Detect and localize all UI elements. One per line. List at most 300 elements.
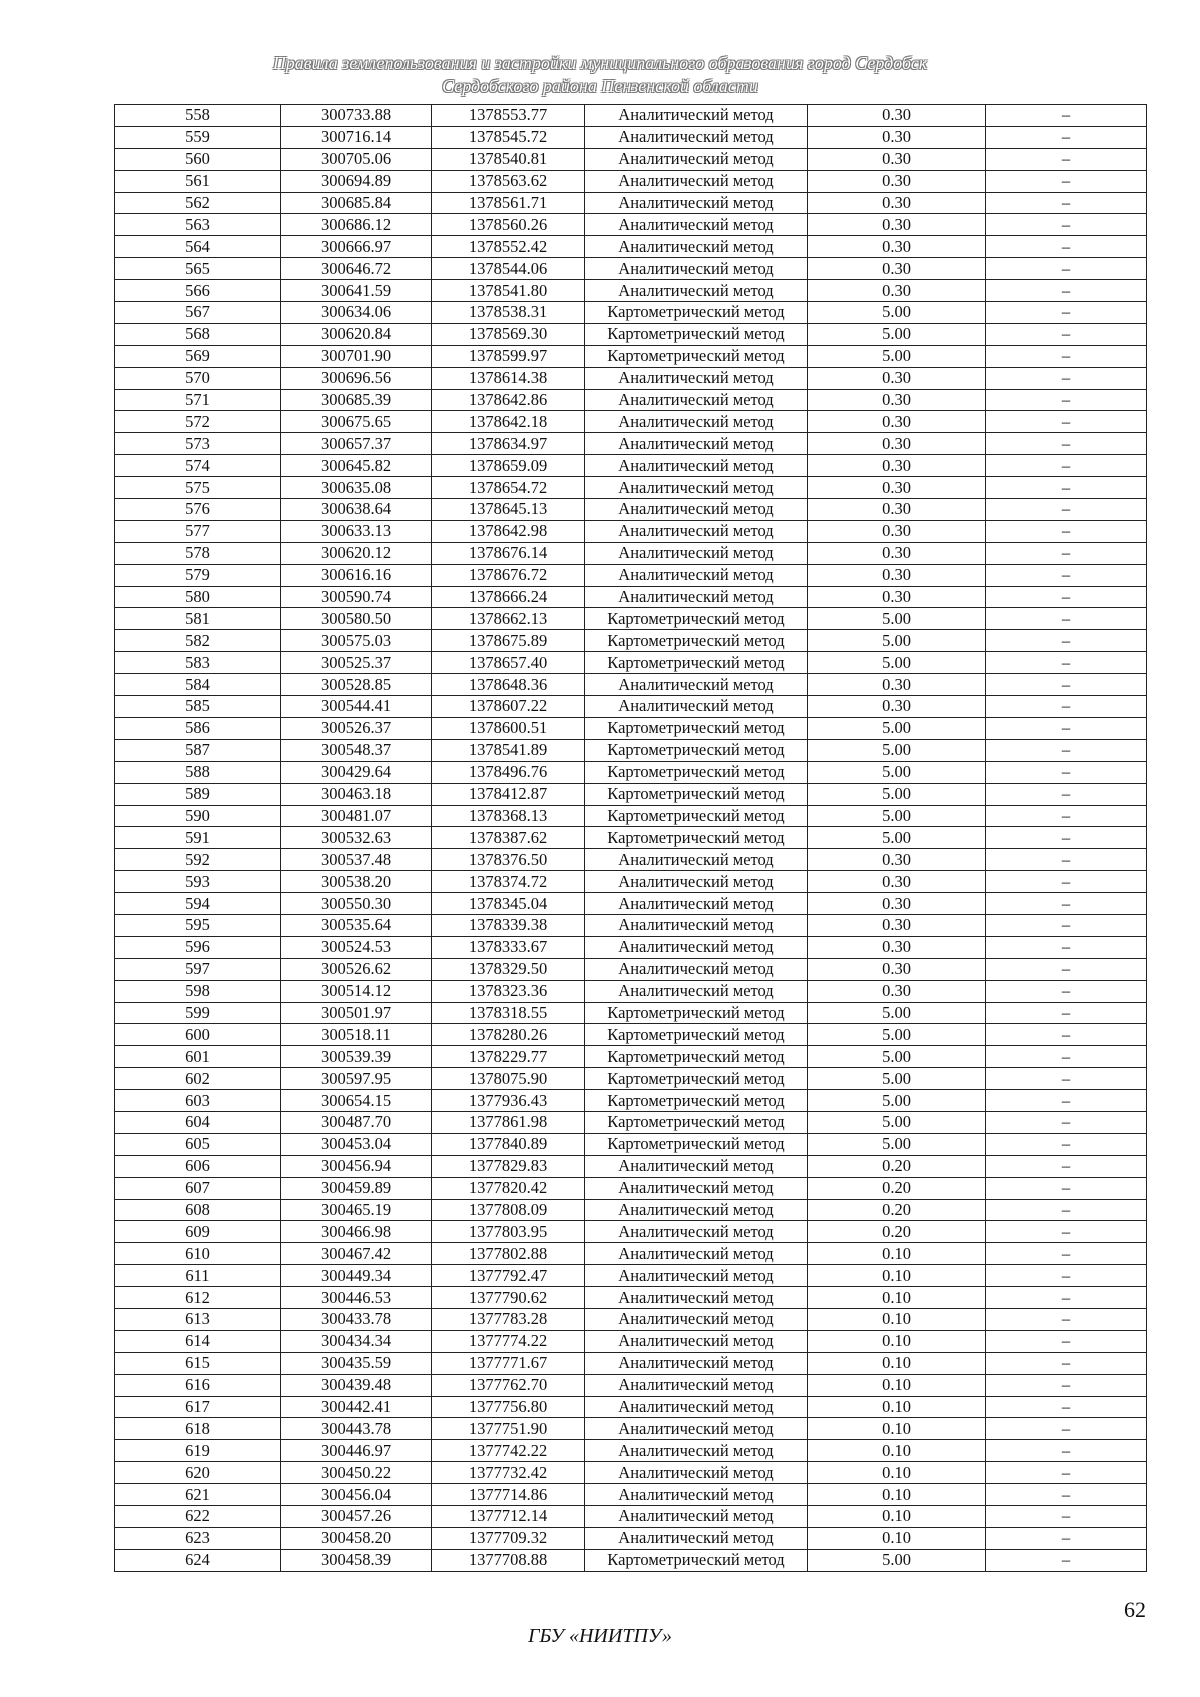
y-coordinate-cell: 1378544.06 [432,258,585,280]
point-number-cell: 618 [115,1418,281,1440]
note-cell: – [986,499,1147,521]
note-cell: – [986,520,1147,542]
note-cell: – [986,1527,1147,1549]
point-number-cell: 611 [115,1265,281,1287]
x-coordinate-cell: 300467.42 [281,1243,432,1265]
x-coordinate-cell: 300446.97 [281,1440,432,1462]
note-cell: – [986,455,1147,477]
x-coordinate-cell: 300635.08 [281,477,432,499]
y-coordinate-cell: 1378662.13 [432,608,585,630]
y-coordinate-cell: 1378645.13 [432,499,585,521]
method-cell: Аналитический метод [585,280,808,302]
method-cell: Аналитический метод [585,1374,808,1396]
x-coordinate-cell: 300518.11 [281,1024,432,1046]
point-number-cell: 581 [115,608,281,630]
point-number-cell: 589 [115,783,281,805]
accuracy-cell: 5.00 [808,805,986,827]
y-coordinate-cell: 1378538.31 [432,302,585,324]
point-number-cell: 576 [115,499,281,521]
y-coordinate-cell: 1377742.22 [432,1440,585,1462]
accuracy-cell: 0.30 [808,499,986,521]
table-row [115,1111,1147,1133]
point-number-cell: 610 [115,1243,281,1265]
page-footer: ГБУ «НИИТПУ» [528,1625,672,1647]
point-number-cell: 562 [115,192,281,214]
y-coordinate-cell: 1378607.22 [432,696,585,718]
note-cell: – [986,1068,1147,1090]
table-row [115,608,1147,630]
note-cell: – [986,542,1147,564]
accuracy-cell: 0.10 [808,1330,986,1352]
accuracy-cell: 5.00 [808,630,986,652]
note-cell: – [986,1352,1147,1374]
x-coordinate-cell: 300525.37 [281,652,432,674]
accuracy-cell: 0.30 [808,477,986,499]
y-coordinate-cell: 1377714.86 [432,1484,585,1506]
x-coordinate-cell: 300481.07 [281,805,432,827]
coordinates-table-body [115,105,1147,1572]
point-number-cell: 603 [115,1090,281,1112]
accuracy-cell: 5.00 [808,761,986,783]
accuracy-cell: 0.30 [808,126,986,148]
y-coordinate-cell: 1377840.89 [432,1133,585,1155]
point-number-cell: 594 [115,893,281,915]
accuracy-cell: 0.30 [808,564,986,586]
y-coordinate-cell: 1377802.88 [432,1243,585,1265]
y-coordinate-cell: 1378280.26 [432,1024,585,1046]
note-cell: – [986,586,1147,608]
method-cell: Аналитический метод [585,1155,808,1177]
y-coordinate-cell: 1377709.32 [432,1527,585,1549]
table-row [115,1418,1147,1440]
method-cell: Аналитический метод [585,455,808,477]
method-cell: Аналитический метод [585,696,808,718]
note-cell: – [986,1046,1147,1068]
x-coordinate-cell: 300654.15 [281,1090,432,1112]
point-number-cell: 597 [115,958,281,980]
page-header [0,52,1200,98]
table-row [115,1133,1147,1155]
y-coordinate-cell: 1377808.09 [432,1199,585,1221]
point-number-cell: 569 [115,345,281,367]
method-cell: Аналитический метод [585,1308,808,1330]
point-number-cell: 620 [115,1462,281,1484]
note-cell: – [986,148,1147,170]
point-number-cell: 599 [115,1002,281,1024]
point-number-cell: 573 [115,433,281,455]
table-row [115,1068,1147,1090]
accuracy-cell: 5.00 [808,608,986,630]
y-coordinate-cell: 1378540.81 [432,148,585,170]
y-coordinate-cell: 1377756.80 [432,1396,585,1418]
table-row [115,1527,1147,1549]
accuracy-cell: 5.00 [808,1111,986,1133]
note-cell: – [986,893,1147,915]
point-number-cell: 606 [115,1155,281,1177]
y-coordinate-cell: 1378642.86 [432,389,585,411]
y-coordinate-cell: 1378541.80 [432,280,585,302]
y-coordinate-cell: 1378642.18 [432,411,585,433]
accuracy-cell: 0.30 [808,192,986,214]
point-number-cell: 609 [115,1221,281,1243]
table-row [115,258,1147,280]
x-coordinate-cell: 300550.30 [281,893,432,915]
accuracy-cell: 5.00 [808,1068,986,1090]
accuracy-cell: 5.00 [808,717,986,739]
table-row [115,1002,1147,1024]
note-cell: – [986,1024,1147,1046]
table-row [115,520,1147,542]
accuracy-cell: 0.10 [808,1374,986,1396]
accuracy-cell: 0.10 [808,1527,986,1549]
x-coordinate-cell: 300456.94 [281,1155,432,1177]
x-coordinate-cell: 300466.98 [281,1221,432,1243]
method-cell: Аналитический метод [585,1440,808,1462]
note-cell: – [986,652,1147,674]
table-row [115,1506,1147,1528]
method-cell: Картометрический метод [585,717,808,739]
method-cell: Аналитический метод [585,1265,808,1287]
x-coordinate-cell: 300453.04 [281,1133,432,1155]
table-row [115,148,1147,170]
x-coordinate-cell: 300434.34 [281,1330,432,1352]
table-row [115,652,1147,674]
point-number-cell: 588 [115,761,281,783]
method-cell: Аналитический метод [585,126,808,148]
coordinates-table [114,104,1147,1572]
accuracy-cell: 0.20 [808,1177,986,1199]
table-row [115,871,1147,893]
x-coordinate-cell: 300435.59 [281,1352,432,1374]
method-cell: Аналитический метод [585,849,808,871]
x-coordinate-cell: 300705.06 [281,148,432,170]
x-coordinate-cell: 300597.95 [281,1068,432,1090]
x-coordinate-cell: 300429.64 [281,761,432,783]
method-cell: Аналитический метод [585,499,808,521]
note-cell: – [986,1221,1147,1243]
x-coordinate-cell: 300685.39 [281,389,432,411]
note-cell: – [986,1330,1147,1352]
note-cell: – [986,1002,1147,1024]
note-cell: – [986,564,1147,586]
accuracy-cell: 5.00 [808,783,986,805]
table-row [115,1221,1147,1243]
accuracy-cell: 5.00 [808,1133,986,1155]
method-cell: Аналитический метод [585,1418,808,1440]
method-cell: Картометрический метод [585,1090,808,1112]
method-cell: Аналитический метод [585,148,808,170]
point-number-cell: 591 [115,827,281,849]
y-coordinate-cell: 1378614.38 [432,367,585,389]
note-cell: – [986,1111,1147,1133]
table-row [115,1024,1147,1046]
table-row [115,302,1147,324]
method-cell: Аналитический метод [585,1527,808,1549]
x-coordinate-cell: 300548.37 [281,739,432,761]
accuracy-cell: 0.30 [808,936,986,958]
accuracy-cell: 5.00 [808,302,986,324]
y-coordinate-cell: 1378552.42 [432,236,585,258]
note-cell: – [986,192,1147,214]
y-coordinate-cell: 1378675.89 [432,630,585,652]
point-number-cell: 568 [115,323,281,345]
note-cell: – [986,1177,1147,1199]
x-coordinate-cell: 300458.39 [281,1549,432,1571]
point-number-cell: 559 [115,126,281,148]
accuracy-cell: 0.30 [808,914,986,936]
table-row [115,542,1147,564]
accuracy-cell: 0.30 [808,433,986,455]
accuracy-cell: 5.00 [808,345,986,367]
x-coordinate-cell: 300537.48 [281,849,432,871]
method-cell: Аналитический метод [585,1352,808,1374]
y-coordinate-cell: 1378657.40 [432,652,585,674]
accuracy-cell: 0.30 [808,411,986,433]
y-coordinate-cell: 1377936.43 [432,1090,585,1112]
point-number-cell: 592 [115,849,281,871]
note-cell: – [986,783,1147,805]
accuracy-cell: 5.00 [808,1090,986,1112]
accuracy-cell: 0.10 [808,1506,986,1528]
point-number-cell: 585 [115,696,281,718]
x-coordinate-cell: 300620.12 [281,542,432,564]
note-cell: – [986,805,1147,827]
y-coordinate-cell: 1378676.72 [432,564,585,586]
table-row [115,455,1147,477]
table-row [115,1243,1147,1265]
note-cell: – [986,389,1147,411]
point-number-cell: 612 [115,1287,281,1309]
accuracy-cell: 0.20 [808,1155,986,1177]
y-coordinate-cell: 1378553.77 [432,105,585,127]
accuracy-cell: 0.30 [808,871,986,893]
method-cell: Аналитический метод [585,1506,808,1528]
note-cell: – [986,323,1147,345]
point-number-cell: 565 [115,258,281,280]
x-coordinate-cell: 300465.19 [281,1199,432,1221]
accuracy-cell: 0.30 [808,542,986,564]
note-cell: – [986,1265,1147,1287]
method-cell: Аналитический метод [585,433,808,455]
method-cell: Картометрический метод [585,608,808,630]
table-row [115,1046,1147,1068]
table-row [115,214,1147,236]
method-cell: Аналитический метод [585,1462,808,1484]
y-coordinate-cell: 1377708.88 [432,1549,585,1571]
accuracy-cell: 5.00 [808,1549,986,1571]
accuracy-cell: 5.00 [808,1024,986,1046]
x-coordinate-cell: 300514.12 [281,980,432,1002]
point-number-cell: 572 [115,411,281,433]
accuracy-cell: 0.30 [808,258,986,280]
method-cell: Картометрический метод [585,1024,808,1046]
note-cell: – [986,1090,1147,1112]
note-cell: – [986,1506,1147,1528]
method-cell: Аналитический метод [585,980,808,1002]
accuracy-cell: 5.00 [808,1002,986,1024]
x-coordinate-cell: 300641.59 [281,280,432,302]
method-cell: Аналитический метод [585,674,808,696]
accuracy-cell: 0.30 [808,236,986,258]
x-coordinate-cell: 300645.82 [281,455,432,477]
note-cell: – [986,1462,1147,1484]
x-coordinate-cell: 300459.89 [281,1177,432,1199]
y-coordinate-cell: 1377732.42 [432,1462,585,1484]
note-cell: – [986,827,1147,849]
method-cell: Картометрический метод [585,345,808,367]
note-cell: – [986,674,1147,696]
accuracy-cell: 5.00 [808,1046,986,1068]
table-row [115,739,1147,761]
method-cell: Аналитический метод [585,258,808,280]
note-cell: – [986,477,1147,499]
x-coordinate-cell: 300433.78 [281,1308,432,1330]
y-coordinate-cell: 1378545.72 [432,126,585,148]
y-coordinate-cell: 1377712.14 [432,1506,585,1528]
method-cell: Картометрический метод [585,1111,808,1133]
y-coordinate-cell: 1378659.09 [432,455,585,477]
y-coordinate-cell: 1378600.51 [432,717,585,739]
x-coordinate-cell: 300442.41 [281,1396,432,1418]
point-number-cell: 566 [115,280,281,302]
y-coordinate-cell: 1378329.50 [432,958,585,980]
method-cell: Аналитический метод [585,1243,808,1265]
table-row [115,936,1147,958]
x-coordinate-cell: 300666.97 [281,236,432,258]
table-row [115,126,1147,148]
note-cell: – [986,411,1147,433]
x-coordinate-cell: 300526.37 [281,717,432,739]
note-cell: – [986,1155,1147,1177]
table-row [115,170,1147,192]
point-number-cell: 616 [115,1374,281,1396]
method-cell: Картометрический метод [585,630,808,652]
accuracy-cell: 0.30 [808,980,986,1002]
header-line-2: Сердобского района Пензенской области [442,76,758,96]
accuracy-cell: 0.10 [808,1287,986,1309]
method-cell: Аналитический метод [585,170,808,192]
x-coordinate-cell: 300449.34 [281,1265,432,1287]
method-cell: Картометрический метод [585,1002,808,1024]
point-number-cell: 600 [115,1024,281,1046]
point-number-cell: 595 [115,914,281,936]
accuracy-cell: 0.30 [808,105,986,127]
point-number-cell: 571 [115,389,281,411]
accuracy-cell: 5.00 [808,827,986,849]
table-row [115,761,1147,783]
point-number-cell: 615 [115,1352,281,1374]
y-coordinate-cell: 1377820.42 [432,1177,585,1199]
note-cell: – [986,1374,1147,1396]
point-number-cell: 624 [115,1549,281,1571]
note-cell: – [986,280,1147,302]
accuracy-cell: 0.10 [808,1440,986,1462]
method-cell: Картометрический метод [585,302,808,324]
y-coordinate-cell: 1378387.62 [432,827,585,849]
method-cell: Картометрический метод [585,739,808,761]
point-number-cell: 613 [115,1308,281,1330]
note-cell: – [986,914,1147,936]
y-coordinate-cell: 1378412.87 [432,783,585,805]
note-cell: – [986,1484,1147,1506]
x-coordinate-cell: 300535.64 [281,914,432,936]
point-number-cell: 575 [115,477,281,499]
method-cell: Аналитический метод [585,542,808,564]
point-number-cell: 608 [115,1199,281,1221]
x-coordinate-cell: 300544.41 [281,696,432,718]
x-coordinate-cell: 300532.63 [281,827,432,849]
accuracy-cell: 0.30 [808,958,986,980]
point-number-cell: 577 [115,520,281,542]
y-coordinate-cell: 1378561.71 [432,192,585,214]
accuracy-cell: 0.10 [808,1308,986,1330]
table-row [115,236,1147,258]
method-cell: Аналитический метод [585,411,808,433]
method-cell: Аналитический метод [585,958,808,980]
y-coordinate-cell: 1378666.24 [432,586,585,608]
table-row [115,1352,1147,1374]
table-row [115,411,1147,433]
accuracy-cell: 0.30 [808,674,986,696]
accuracy-cell: 0.30 [808,389,986,411]
note-cell: – [986,1287,1147,1309]
table-row [115,477,1147,499]
note-cell: – [986,1549,1147,1571]
accuracy-cell: 0.20 [808,1221,986,1243]
table-row [115,827,1147,849]
note-cell: – [986,717,1147,739]
x-coordinate-cell: 300675.65 [281,411,432,433]
point-number-cell: 598 [115,980,281,1002]
y-coordinate-cell: 1378075.90 [432,1068,585,1090]
point-number-cell: 564 [115,236,281,258]
x-coordinate-cell: 300646.72 [281,258,432,280]
table-row [115,674,1147,696]
point-number-cell: 583 [115,652,281,674]
x-coordinate-cell: 300456.04 [281,1484,432,1506]
method-cell: Картометрический метод [585,827,808,849]
table-row [115,849,1147,871]
note-cell: – [986,214,1147,236]
table-row [115,192,1147,214]
x-coordinate-cell: 300620.84 [281,323,432,345]
x-coordinate-cell: 300501.97 [281,1002,432,1024]
accuracy-cell: 0.10 [808,1265,986,1287]
table-row [115,1199,1147,1221]
note-cell: – [986,1440,1147,1462]
note-cell: – [986,105,1147,127]
method-cell: Аналитический метод [585,1287,808,1309]
method-cell: Аналитический метод [585,914,808,936]
table-row [115,696,1147,718]
x-coordinate-cell: 300638.64 [281,499,432,521]
point-number-cell: 582 [115,630,281,652]
table-row [115,630,1147,652]
y-coordinate-cell: 1377783.28 [432,1308,585,1330]
table-row [115,499,1147,521]
y-coordinate-cell: 1378560.26 [432,214,585,236]
note-cell: – [986,1418,1147,1440]
method-cell: Аналитический метод [585,520,808,542]
table-row [115,1177,1147,1199]
accuracy-cell: 0.30 [808,520,986,542]
accuracy-cell: 5.00 [808,323,986,345]
table-row [115,367,1147,389]
accuracy-cell: 0.30 [808,849,986,871]
point-number-cell: 561 [115,170,281,192]
note-cell: – [986,1243,1147,1265]
method-cell: Аналитический метод [585,1484,808,1506]
